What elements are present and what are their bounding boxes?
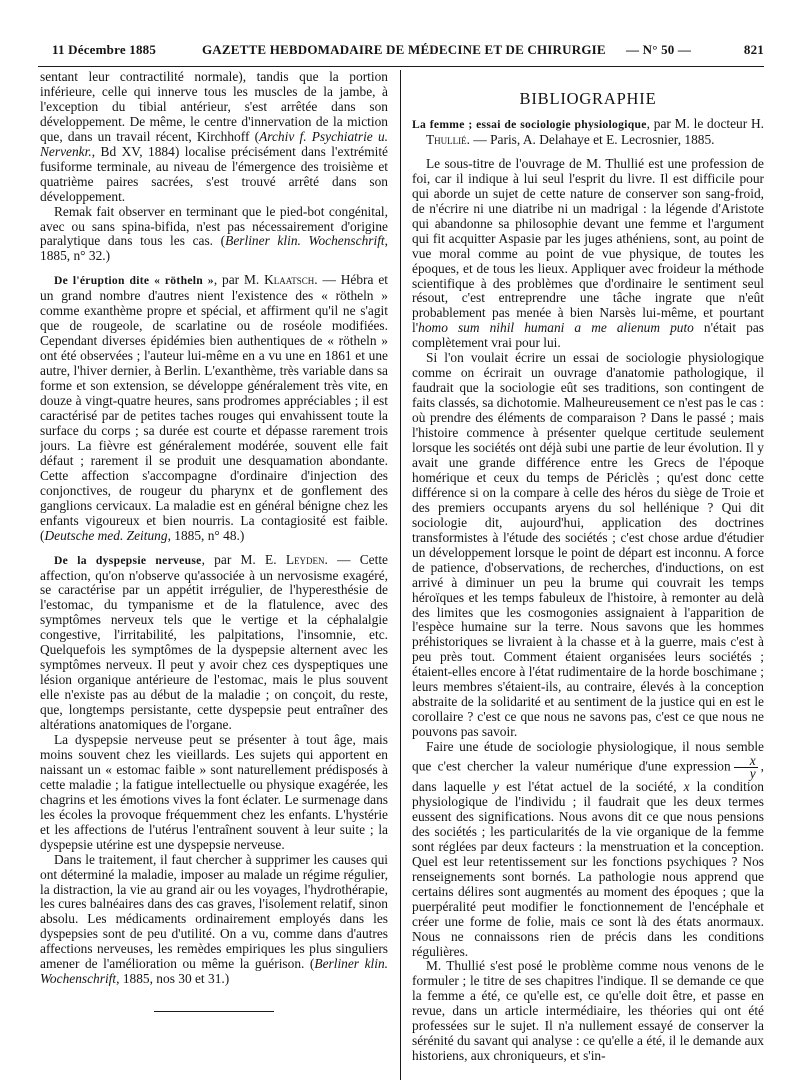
running-header xyxy=(52,42,764,64)
right-column xyxy=(412,70,764,1085)
article-title: De la dyspepsie nerveuse xyxy=(54,553,202,567)
review-paragraph-2: Si l'on voulait écrire un essai de sociologie physiologique comme on écrirait un ouvrage d'anatomie pathologique, il faudrait que la sociologie eût ses traditions, son contingent de faits classés, sa dichotomie. Malheureusement ce n'est pas le cas : où prendre des éléments de comparaison ? Dans le passé ; mais l'histoire commence à présenter quelque certitude seulement lorsque les sociétés ont déjà subi une partie de leur évolution. Il y avait une grande différence entre les Grecs de l'époque homérique et ceux du temps de Périclès ; qu'est donc cette différence si on la compare à celle des héros du siège de Troie et des premiers occupants aryens du sol hellénique ? Qui dit sociologie dit, aujourd'hui, application des doctrines transformistes à l'étude des sociétés ; c'est chose ardue d'étudier un développement lorsque le point de départ est inconnu. A force de patience, d'observations, de recherches, d'inductions, on est arrivé à diminuer un peu la brume qui couvrait les temps héroïques et les temps fabuleux de l'histoire, à remonter au delà des limites que les cosmogonies assignaient à l'apparition de l'espèce humaine sur la terre. Nous savons que les hommes préhistoriques se livraient à la chasse et à la guerre, mais c'est à peu près tout. Comment étaient organisées leurs sociétés ; étaient-elles encore à l'état rudimentaire de la horde boschimane ; leurs membres s'étaient-ils, au contraire, élevés à la conception abstraite de la solidarité et au sentiment de la justice qui en est le corollaire ? c'est ce que nous ne savons pas, c'est ce que nous ne pouvons pas savoir. xyxy=(412,350,764,740)
paragraph-pied-bot: Remak fait observer en terminant que le pied-bot congénital, avec ou sans spina-bifida, n'est pas nécessairement d'origine paralytique dans tous les cas. (Berliner klin. Wochenschrift, 1885, n° 32.) xyxy=(40,203,388,264)
review-paragraph-1: Le sous-titre de l'ouvrage de M. Thullié est une profession de foi, car il indique à lui seul l'esprit du livre. Il est difficile pour qui aborde un sujet de cette nature de conserver son sang-froid, de n'écrire ni une diatribe ni un madrigal : la légende d'Aristote qui abandonne sa philosophie devant une femme et l'argument qui fit acquitter Aspasie par les juges athéniens, sont, au point de vue moral comme au point de vue physique, de toutes les époques, et de tous les lieux. Appliquer avec froideur la méthode scientifique à des problèmes que d'ordinaire le sentiment seul résout, c'est entreprendre une tâche ingrate que n'eût probablement pas menée à bien Narsès lui-même, et pourtant l'homo sum nihil humani a me alienum puto n'était pas complètement vrai pour lui. xyxy=(412,155,764,351)
citation: Deutsche med. Zeitung xyxy=(44,527,168,543)
column-divider xyxy=(400,70,401,1080)
citation: Archiv f. Psychiatrie u. Nervenkr. xyxy=(40,128,388,159)
review-paragraph-3: Faire une étude de sociologie physiologique, il nous semble que c'est chercher la valeur numérique d'une expression $\frac{x}{y}$ , dans laquelle y est l'état actuel de la société, x la condition physiologique de l'individu ; il faudrait que les deux termes eussent des significations. Nous avons dit ce que nous pensions des sociétés ; les particularités de la vie organique de la femme sont réglées par deux facteurs : la menstruation et la conception. Quel est leur retentissement sur les fonctions psychiques ? Nos renseignements sont bornés. La pathologie nous apprend que certains délires sont augmentés au moment des époques ; que la puerpéralité peut modifier le fonctionnement de l'encéphale et créer une forme de folie, mais ce sont là des états anormaux. Nous ne connaissons rien de précis dans les conditions régulières. xyxy=(412,739,764,959)
article-author: Klaatsch xyxy=(264,272,315,288)
header-rule xyxy=(38,66,764,67)
paragraph-traitement: Dans le traitement, il faut chercher à supprimer les causes qui ont déterminé la maladie, imposer au malade un régime régulier, la distraction, la vie au grand air ou les voyages, l'hydrothérapie, les cures balnéaires dans des cas graves, l'isolement relatif, sinon absolu. Les médicaments ordinairement employés dans les dyspepsies sont de peu d'utilité. On a vu, comme dans d'autres affections nerveuses, les remèdes empiriques les plus singuliers amener de l'amélioration ou même la guérison. (Berliner klin. Wochenschrift, 1885, nos 30 et 31.) xyxy=(40,851,388,987)
citation: Berliner klin. Wochenschrift xyxy=(225,233,385,249)
book-entry: La femme ; essai de sociologie physiologique, par M. le docteur H. Thullié. — Paris, A. Delahaye et E. Lecrosnier, 1885. xyxy=(412,116,764,147)
review-paragraph-4: M. Thullié s'est posé le problème comme nous venons de le formuler ; le titre de ses chapitres l'indique. Il se demande ce que la femme a été, ce qu'elle est, ce qu'elle doit être, et passe en revue, dans un article intermédiaire, les théories qui ont été professées sur le sujet. Il n'a nullement essayé de conserver la sérénité du savant qui analyse : ce qu'elle a été, il le demande aux historiens, aux chroniqueurs, et s'in- xyxy=(412,958,764,1064)
section-separator xyxy=(154,1011,274,1012)
article-rotheln: De l'éruption dite « rötheln », par M. Klaatsch. — Hébra et un grand nombre d'autres nient l'existence des « rötheln » comme exanthème propre et spécial, et affirment qu'il ne s'agit que de rougeole, de scarlatine ou de roséole modifiées. Cependant diverses épidémies bien authentiques de « rötheln » ont été observées ; l'auteur lui-même en a vu une en 1861 et une autre, l'hiver dernier, à Berlin. L'exanthème, très variable dans sa forme et son extension, se développe généralement très vite, en douze à vingt-quatre heures, sans prodromes appréciables ; il est caractérisé par de petites taches rouges qui envahissent toute la surface du corps ; sa durée est courte et dépasse rarement trois jours. La fièvre est généralement modérée, souvent elle fait défaut ; rarement il se produit une desquamation abondante. Cette affection s'accompagne d'ordinaire d'injection des conjonctives, de rougeur du pharynx et de gonflement des ganglions cervicaux. La maladie est en général bénigne chez les enfants vigoureux et bien nourris. La contagiosité est faible. (Deutsche med. Zeitung, 1885, n° 48.) xyxy=(40,272,388,543)
left-column xyxy=(40,70,388,1070)
book-title: La femme ; essai de sociologie physiologique xyxy=(412,118,647,131)
paragraph-age: La dyspepsie nerveuse peut se présenter à tout âge, mais moins souvent chez les vieillards. Les sujets qui apportent en naissant un « estomac faible » sont naturellement prédisposés à cette maladie ; la fatigue intellectuelle ou physique exagérée, les chagrins et les émotions vives la font éclater. Le surmenage dans les écoles la provoque fréquemment chez les enfants. L'hystérie et les affections de l'utérus l'entraînent souvent à leur suite ; la dyspepsie utérine est une dyspepsie nerveuse. xyxy=(40,731,388,852)
article-title: De l'éruption dite « rötheln » xyxy=(54,274,214,288)
issue-number: — N° 50 — xyxy=(626,42,692,57)
citation: Berliner klin. Wochenschrift xyxy=(40,956,388,987)
latin-quote: homo sum nihil humani a me alienum puto xyxy=(418,320,694,336)
issue-date: 11 Décembre 1885 xyxy=(52,42,157,57)
article-dyspepsie: De la dyspepsie nerveuse, par M. E. Leyden. — Cette affection, qu'on n'observe qu'associée à un nervosisme exagéré, se caractérise par un appétit irrégulier, de l'hyperesthésie de l'estomac, du tympanisme et de la flatulence, avec des symptômes nerveux tels que le vertige et la céphalalgie congestive, l'irritabilité, les palpitations, l'insomnie, etc. Quelquefois les symptômes de la dyspepsie alternent avec les symptômes nerveux. Il peut y avoir chez ces dyspeptiques une lésion organique antérieure de l'estomac, mais le plus souvent elle n'existe pas au début de la maladie ; on conçoit, du reste, que, longtemps persistante, cette dyspepsie peut entraîner des altérations anatomiques de l'organe. xyxy=(40,551,388,733)
paragraph-miction: sentant leur contractilité normale), tandis que la portion inférieure, celle qui innerve tous les muscles de la jambe, à l'exception du tibial antérieur, s'est arrêtée dans son développement. De même, le centre d'innervation de la miction que, dans un travail récent, Kirchhoff (Archiv f. Psychiatrie u. Nervenkr., Bd XV, 1884) localise précisément dans l'extrémité fusiforme terminale, au niveau de l'émergence des troisième et quatrième paires sacrées, s'est trouvé arrêté dans son développement. xyxy=(40,70,388,204)
fraction-x-over-y: $\frac{x}{y}$ xyxy=(734,755,758,780)
page-number: 821 xyxy=(743,42,764,57)
book-author: Thullié xyxy=(426,131,467,147)
section-heading: BIBLIOGRAPHIE xyxy=(519,89,657,108)
article-author: Leyden xyxy=(285,551,325,567)
journal-title: GAZETTE HEBDOMADAIRE DE MÉDECINE ET DE CHIRURGIE xyxy=(202,42,606,57)
